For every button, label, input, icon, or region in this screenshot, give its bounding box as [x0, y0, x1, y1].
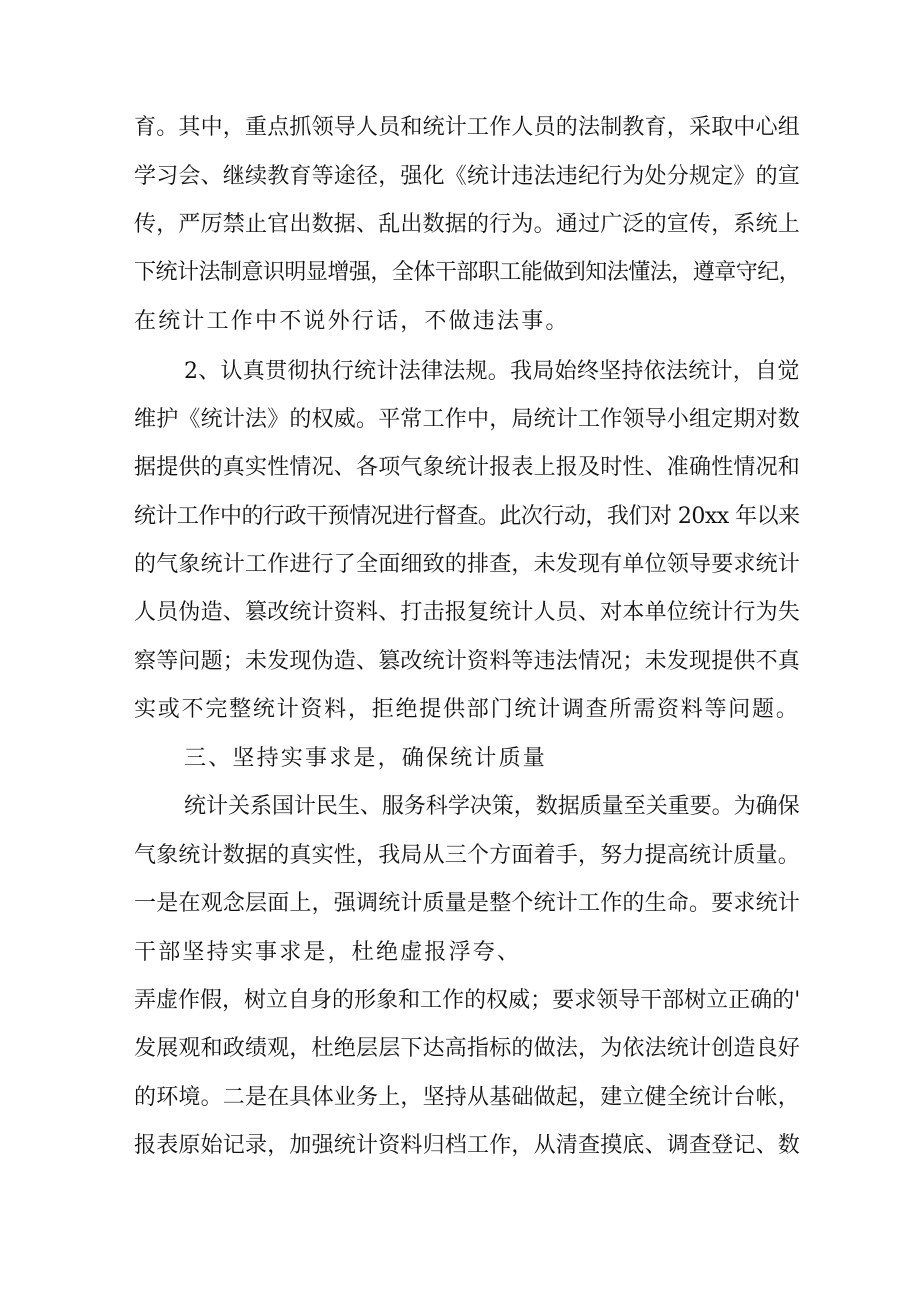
text-line: 的气象统计工作进行了全面细致的排查，未发现有单位领导要求统计 [134, 552, 801, 577]
section-heading: 三、坚持实事求是，确保统计质量 [184, 746, 548, 771]
text-line: 据提供的真实性情况、各项气象统计报表上报及时性、准确性情况和 [134, 455, 801, 480]
text-line: 学习会、继续教育等途径，强化《统计违法违纪行为处分规定》的宣 [134, 164, 801, 189]
text-line: 弄虚作假，树立自身的形象和工作的权威；要求领导干部树立正确的' [134, 988, 801, 1013]
text-line: 下统计法制意识明显增强，全体干部职工能做到知法懂法，遵章守纪， [134, 260, 801, 285]
paragraph-first-line: 2、认真贯彻执行统计法律法规。我局始终坚持依法统计，自觉 [184, 359, 800, 384]
text-line: 人员伪造、篡改统计资料、打击报复统计人员、对本单位统计行为失 [134, 600, 801, 625]
text-line: 统计工作中的行政干预情况进行督查。此次行动，我们对 20xx 年以来 [134, 504, 800, 529]
text-line: 在统计工作中不说外行话，不做违法事。 [134, 309, 570, 334]
text-line: 的环境。二是在具体业务上，坚持从基础做起，建立健全统计台帐， [134, 1085, 801, 1110]
text-line: 传，严厉禁止官出数据、乱出数据的行为。通过广泛的宣传，系统上 [134, 212, 801, 237]
text-line: 报表原始记录，加强统计资料归档工作，从清查摸底、调查登记、数 [134, 1133, 801, 1158]
text-line: 察等问题；未发现伪造、篡改统计资料等违法情况；未发现提供不真 [134, 649, 801, 674]
text-line: 气象统计数据的真实性，我局从三个方面着手，努力提高统计质量。 [134, 843, 801, 868]
text-line: 实或不完整统计资料，拒绝提供部门统计调查所需资料等问题。 [134, 697, 800, 722]
text-line: 维护《统计法》的权威。平常工作中，局统计工作领导小组定期对数 [134, 407, 801, 432]
text-line: 发展观和政绩观，杜绝层层下达高指标的做法，为依法统计创造良好 [134, 1036, 801, 1061]
paragraph-first-line: 统计关系国计民生、服务科学决策，数据质量至关重要。为确保 [184, 794, 800, 819]
text-line: 一是在观念层面上，强调统计质量是整个统计工作的生命。要求统计 [134, 891, 801, 916]
text-line: 干部坚持实事求是，杜绝虚报浮夸、 [134, 940, 522, 965]
text-line: 育。其中，重点抓领导人员和统计工作人员的法制教育，采取中心组 [134, 115, 801, 140]
